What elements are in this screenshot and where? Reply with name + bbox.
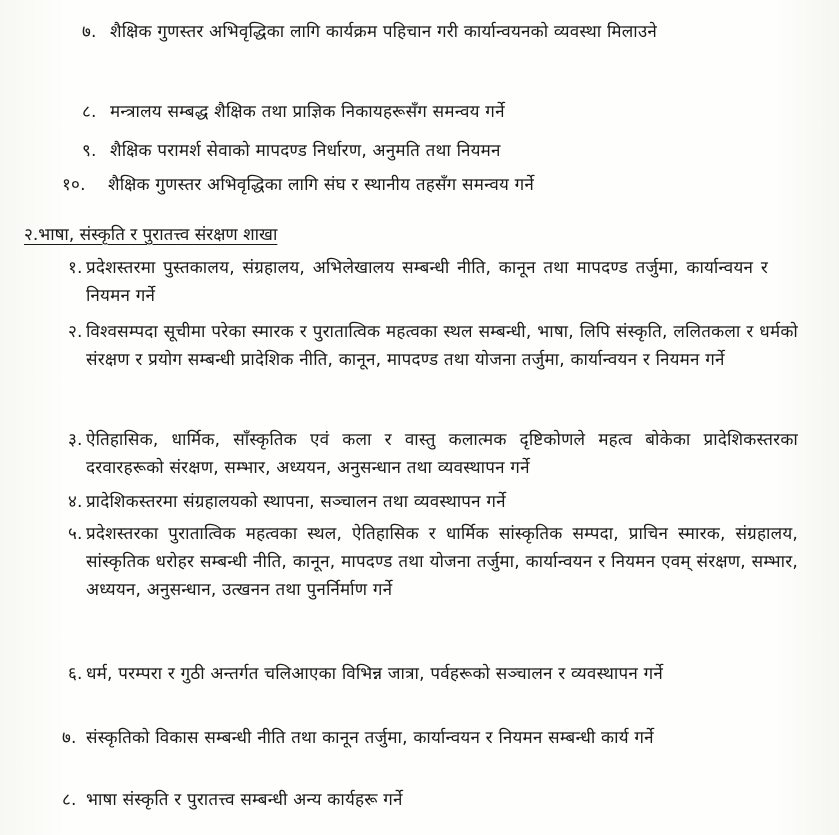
list-item — [62, 171, 802, 199]
item-text: प्रादेशिकस्तरमा संग्रहालयको स्थापना, सञ्चालन तथा व्यवस्थापन गर्ने — [86, 492, 506, 512]
item-text: विश्वसम्पदा सूचीमा परेका स्मारक र पुरातात्विक महत्वका स्थल सम्बन्धी, भाषा, लिपि संस्कृति, ललितकला र धर्मको संरक्षण र प्रयोग सम्बन्धी प्रादेशिक नीति, कानून, मापदण्ड तथा योजना तर्जुमा, कार्यान्वयन र नियमन गर्ने — [86, 322, 798, 370]
list-item — [82, 18, 782, 46]
item-number: ६. — [68, 664, 83, 684]
item-text: संस्कृतिको विकास सम्बन्धी नीति तथा कानून तर्जुमा, कार्यान्वयन र नियमन सम्बन्धी कार्य गर्ने — [86, 728, 654, 748]
item-text: शैक्षिक गुणस्तर अभिवृद्धिका लागि संघ र स्थानीय तहसँग समन्वय गर्ने — [108, 175, 535, 195]
item-text: शैक्षिक परामर्श सेवाको मापदण्ड निर्धारण, अनुमति तथा नियमन — [110, 141, 501, 161]
list-item — [68, 318, 798, 374]
item-number: १. — [68, 258, 83, 278]
item-number: ७. — [82, 22, 97, 42]
item-text: ऐतिहासिक, धार्मिक, साँस्कृतिक एवं कला र वास्तु कलात्मक दृष्टिकोणले महत्व बोकेका प्रादेशिकस्तरका दरवारहरूको संरक्षण, सम्भार, अध्ययन, अनुसन्धान तथा व्यवस्थापन गर्ने — [86, 430, 798, 478]
item-text: धर्म, परम्परा र गुठी अन्तर्गत चलिआएका विभिन्न जात्रा, पर्वहरूको सञ्चालन र व्यवस्थापन गर्ने — [86, 664, 664, 684]
item-text: मन्त्रालय सम्बद्ध शैक्षिक तथा प्राज्ञिक निकायहरूसँग समन्वय गर्ने — [110, 102, 505, 122]
section-heading: २.भाषा, संस्कृति र पुरातत्त्व संरक्षण शाखा — [24, 225, 278, 245]
item-text: शैक्षिक गुणस्तर अभिवृद्धिका लागि कार्यक्रम पहिचान गरी कार्यान्वयनको व्यवस्था मिलाउने — [110, 22, 658, 42]
item-number: ३. — [68, 430, 83, 450]
item-number: १०. — [62, 175, 86, 195]
list-item — [62, 786, 798, 814]
list-item — [68, 254, 768, 310]
item-number: २. — [68, 322, 83, 342]
item-text: भाषा संस्कृति र पुरातत्त्व सम्बन्धी अन्य कार्यहरू गर्ने — [86, 790, 403, 810]
item-text: प्रदेशस्तरमा पुस्तकालय, संग्रहालय, अभिलेखालय सम्बन्धी नीति, कानून तथा मापदण्ड तर्जुमा, कार्यान्वयन र नियमन गर्ने — [86, 258, 768, 306]
list-item — [68, 660, 798, 688]
list-item — [68, 426, 798, 482]
item-text: प्रदेशस्तरका पुरातात्विक महत्वका स्थल, ऐतिहासिक र धार्मिक सांस्कृतिक सम्पदा, प्राचिन स्मारक, संग्रहालय, सांस्कृतिक धरोहर सम्बन्धी नीति, कानून, मापदण्ड तथा योजना तर्जुमा, कार्यान्वयन र नियमन एवम् संरक्षण, सम्भार, अध्ययन, अनुसन्धान, उत्खनन तथा पुनर्निर्माण गर्ने — [86, 524, 798, 600]
item-number: ९. — [82, 141, 97, 161]
list-item — [68, 520, 798, 604]
list-item — [82, 98, 802, 126]
item-number: ७. — [62, 728, 77, 748]
item-number: ४. — [68, 492, 83, 512]
item-number: ८. — [62, 790, 77, 810]
item-number: ५. — [68, 524, 83, 544]
list-item — [68, 488, 798, 516]
item-number: ८. — [82, 102, 97, 122]
list-item — [82, 137, 802, 165]
list-item — [62, 724, 798, 752]
